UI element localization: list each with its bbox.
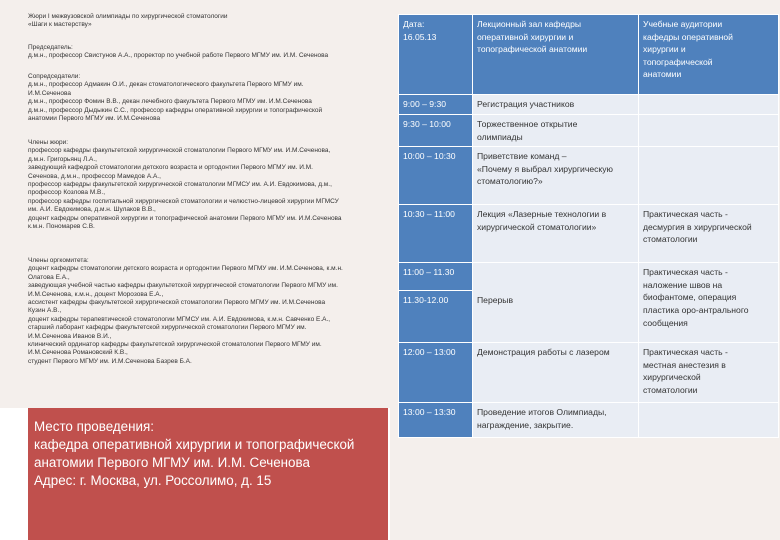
practice-cell: Практическая часть - местная анестезия в хирургической стоматологии xyxy=(639,343,779,403)
lecture-hall-header: Лекционный зал кафедры оперативной хирургии и топографической анатомии xyxy=(473,15,639,95)
chair-section: Председатель: д.м.н., профессор Свистунов А.А., проректор по учебной работе Первого МГМУ им. И.М. Сеченова xyxy=(28,44,329,60)
time-cell: 12:00 – 13:00 xyxy=(399,343,473,403)
time-cell: 10:00 – 10:30 xyxy=(399,147,473,205)
classrooms-header: Учебные аудитории кафедры оперативной хирургии и топографической анатомии xyxy=(639,15,779,95)
time-cell: 11:00 – 11.30 xyxy=(399,263,473,291)
venue-area xyxy=(0,408,390,540)
schedule-row xyxy=(399,263,779,291)
schedule-row xyxy=(399,147,779,205)
practice-cell: Практическая часть - наложение швов на биофантоме, операция пластика оро-антрального сообщения xyxy=(639,263,779,343)
schedule-header-row xyxy=(399,15,779,95)
time-cell: 13:00 – 13:30 xyxy=(399,403,473,438)
event-cell: Перерыв xyxy=(473,263,639,343)
event-cell: Проведение итогов Олимпиады, награждение, закрытие. xyxy=(473,403,639,438)
time-cell: 9:00 – 9:30 xyxy=(399,95,473,115)
schedule-table xyxy=(398,14,779,438)
event-cell: Демонстрация работы с лазером xyxy=(473,343,639,403)
jury-members-section: Члены жюри: профессор кафедры факультетской хирургической стоматологии Первого МГМУ им. И.М.Сеченова, д.м.н. Григорьянц Л.А., заведующий кафедрой стоматологии детского возраста и ортодонтии Первого МГМУ им. И.М. Сеченова, д.м.н., профессор Мамедов А.А., профессор кафедры факультетской хирургической стоматологии МГМСУ им. А.И. Евдокимова, д.м., профессор Козлова М.В., профессор кафедры госпитальной хирургической стоматологии и челюстно-лицевой хирургии МГМСУ им. А.И. Евдокимова, д.м.н. Шулаков В.В., доцент кафедры оперативной хирургии и топографической анатомии Первого МГМУ им. И.М.Сеченова к.м.н. Пономарев С.В. xyxy=(28,139,342,231)
time-cell: 11.30-12.00 xyxy=(399,291,473,343)
date-cell: Дата: 16.05.13 xyxy=(399,15,473,95)
jury-title: Жюри I межвузовской олимпиады по хирургической стоматологии «Шаги к мастерству» xyxy=(28,13,228,29)
venue-box xyxy=(28,408,388,540)
practice-cell: Практическая часть - десмургия в хирургической стоматологии xyxy=(639,205,779,263)
schedule-row xyxy=(399,343,779,403)
schedule-row xyxy=(399,95,779,115)
co-chairs-section: Сопредседатели: д.м.н., профессор Адмакин О.И., декан стоматологического факультета Первого МГМУ им. И.М.Сеченова д.м.н., профессор Фомин В.В., декан лечебного факультета Первого МГМУ им. И.М.Сеченова д.м.н., профессор Дыдыкин С.С., профессор кафедры оперативной хирургии и топографической анатомии Первого МГМУ им. И.М.Сеченова xyxy=(28,73,323,123)
practice-cell xyxy=(639,95,779,115)
schedule-row xyxy=(399,115,779,147)
right-panel xyxy=(390,0,780,540)
practice-cell xyxy=(639,147,779,205)
practice-cell xyxy=(639,115,779,147)
venue-text: Место проведения: кафедра оперативной хирургии и топографической анатомии Первого МГМУ им. И.М. Сеченова Адрес: г. Москва, ул. Россолимо, д. 15 xyxy=(34,419,355,488)
event-cell: Регистрация участников xyxy=(473,95,639,115)
time-cell: 9:30 – 10:00 xyxy=(399,115,473,147)
left-panel xyxy=(0,0,390,408)
organizing-committee-section: Члены оргкомитета: доцент кафедры стоматологии детского возраста и ортодонтии Первого МГМУ им. И.М.Сеченова, к.м.н. Олатова Е.А., заведующая учебной частью кафедры факультетской хирургической стоматологии Первого МГМУ им. И.М.Сеченова, к.м.н., доцент Морозова Е.А., ассистент кафедры факультетской хирургической стоматологии Первого МГМУ им. И.М.Сеченова Кузин А.В., доцент кафедры терапевтической стоматологии МГМСУ им. А.И. Евдокимова, к.м.н. Савченко Е.А., старший лаборант кафедры факультетской хирургической стоматологии Первого МГМУ им. И.М.Сеченова Иванов В.И., клинический ординатор кафедры факультетской хирургической стоматологии Первого МГМУ им. И.М.Сеченова Романовский К.В., студент Первого МГМУ им. И.М.Сеченова Базрев Б.А. xyxy=(28,257,343,365)
event-cell: Приветствие команд – «Почему я выбрал хирургическую стоматологию?» xyxy=(473,147,639,205)
event-cell: Лекция «Лазерные технологии в хирургической стоматологии» xyxy=(473,205,639,263)
time-cell: 10:30 – 11:00 xyxy=(399,205,473,263)
schedule-row xyxy=(399,403,779,438)
practice-cell xyxy=(639,403,779,438)
schedule-row xyxy=(399,205,779,263)
event-cell: Торжественное открытие олимпиады xyxy=(473,115,639,147)
